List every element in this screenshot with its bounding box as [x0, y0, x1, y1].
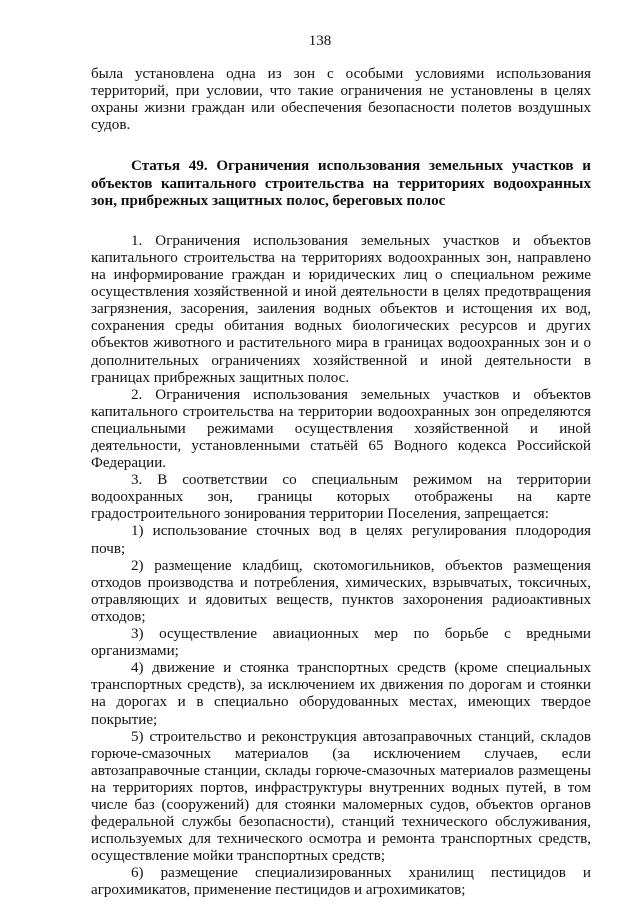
list-item: 6) размещение специализированных хранилищ пестицидов и агрохимикатов, применение пестицидов и агрохимикатов;: [91, 865, 591, 899]
page-number: 138: [308, 33, 332, 49]
intro-paragraph: была установлена одна из зон с особыми условиями использования территорий, при условии, что такие ограничения не установлены в целях охраны жизни граждан или обеспечения безопасности полетов воздушных судов.: [91, 66, 591, 134]
paragraph-3: 3. В соответствии со специальным режимом на территории водоохранных зон, границы которых отображены на карте градостроительного зонирования территории Поселения, запрещается:: [91, 472, 591, 523]
paragraph-1: 1. Ограничения использования земельных участков и объектов капитального строительства на территориях водоохранных зон, направлено на информирование граждан и юридических лиц о специальном режиме осуществления хозяйственной и иной деятельности в целях предотвращения загрязнения, засорения, заиления водных объектов и истощения их вод, сохранения среды обитания водных биологических ресурсов и других объектов животного и растительного мира в границах водоохранных зон и о дополнительных ограничениях хозяйственной и иной деятельности в границах прибрежных защитных полос.: [91, 232, 591, 386]
list-item: 2) размещение кладбищ, скотомогильников, объектов размещения отходов производства и потребления, химических, взрывчатых, токсичных, отравляющих и ядовитых веществ, пунктов захоронения радиоактивных отходов;: [91, 557, 591, 625]
list-item: 1) использование сточных вод в целях регулирования плодородия почв;: [91, 523, 591, 557]
document-body: [91, 66, 591, 900]
list-item: 5) строительство и реконструкция автозаправочных станций, складов горюче-смазочных материалов (за исключением случаев, если автозаправочные станции, склады горюче-смазочных материалов размещены на территориях портов, инфраструктуры внутренних водных путей, в том числе баз (сооружений) для стоянки маломерных судов, объектов органов федеральной службы безопасности), станций технического обслуживания, используемых для технического осмотра и ремонта транспортных средств, осуществление мойки транспортных средств;: [91, 728, 591, 865]
article-heading: Статья 49. Ограничения использования земельных участков и объектов капитального строительства на территориях водоохранных зон, прибрежных защитных полос, береговых полос: [91, 158, 591, 210]
list-item: 3) осуществление авиационных мер по борьбе с вредными организмами;: [91, 626, 591, 660]
paragraph-2: 2. Ограничения использования земельных участков и объектов капитального строительства на территории водоохранных зон определяются специальными режимами осуществления хозяйственной и иной деятельности, установленными статьёй 65 Водного кодекса Российской Федерации.: [91, 386, 591, 472]
list-item: 4) движение и стоянка транспортных средств (кроме специальных транспортных средств), за исключением их движения по дорогам и стоянки на дорогах и в специально оборудованных местах, имеющих твердое покрытие;: [91, 660, 591, 728]
